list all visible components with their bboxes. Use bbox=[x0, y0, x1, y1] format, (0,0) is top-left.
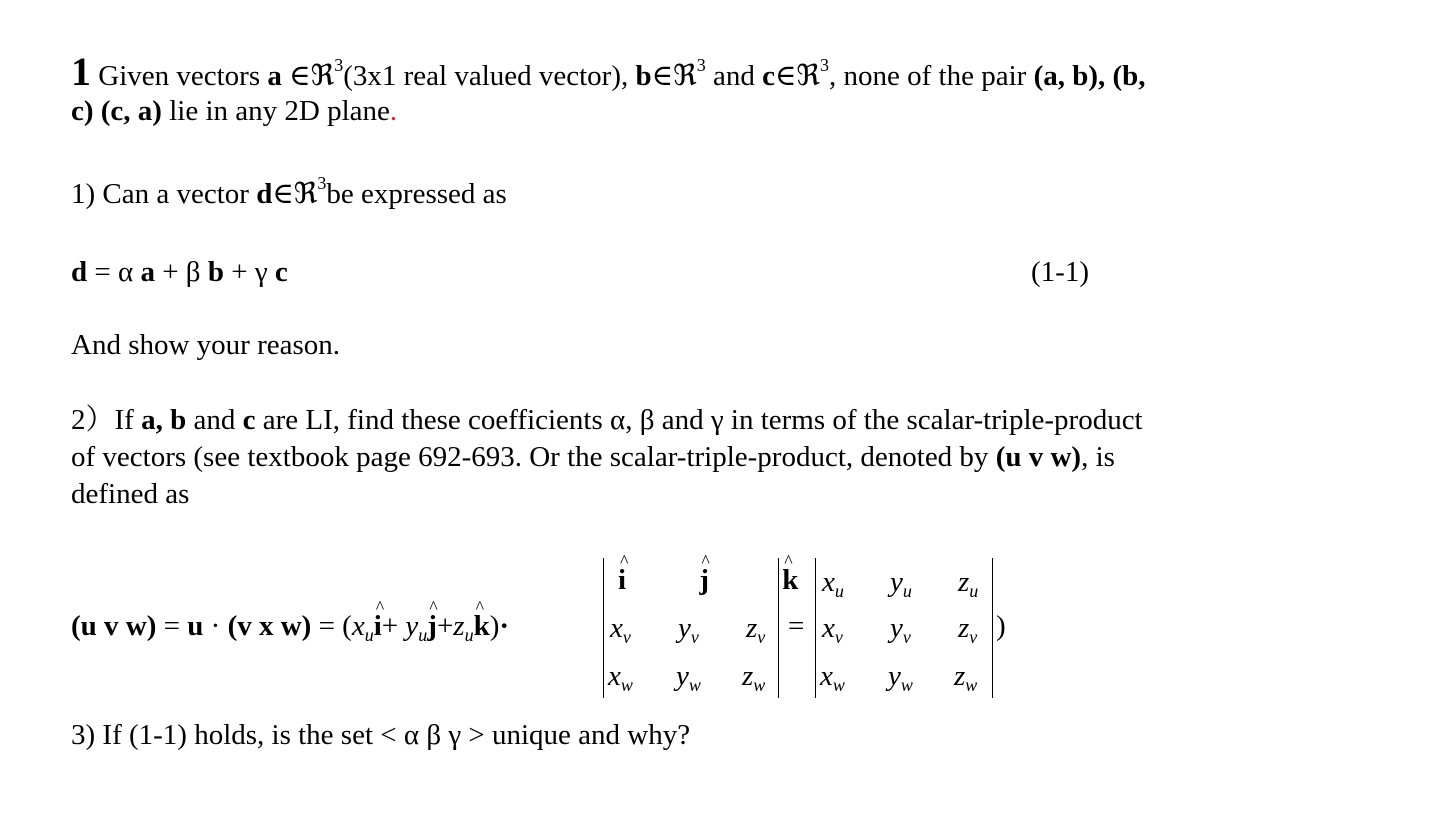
problem-1-line-1: 1 Given vectors a ∈ℜ$^3$(3x1 real valued vector), b∈ℜ$^3$ and c∈ℜ$^3$, none of the pair (a, b), (b, bbox=[71, 49, 1146, 94]
problem-1-line-2: c) (c, a) lie in any 2D plane. bbox=[71, 95, 398, 127]
equals-sign: = bbox=[788, 610, 805, 642]
det1-y-w: $y_w$ bbox=[676, 660, 701, 695]
closing-paren: ) bbox=[996, 610, 1006, 642]
det2-x-u: $x_u$ bbox=[822, 566, 844, 601]
part-2-line-3: defined as bbox=[71, 478, 190, 510]
det1-x-w: $x_w$ bbox=[608, 660, 633, 695]
det2-y-w: $y_w$ bbox=[888, 660, 913, 695]
part-3-question: 3) If (1-1) holds, is the set < α β γ > unique and why? bbox=[71, 719, 691, 751]
det2-x-v: $x_v$ bbox=[822, 612, 843, 647]
part-1-question: 1) Can a vector d∈ℜ$^3$be expressed as bbox=[71, 173, 507, 210]
equation-1-1: d = α a + β b + γ c bbox=[71, 256, 288, 288]
det2-y-v: $y_v$ bbox=[890, 612, 911, 647]
det1-x-v: $x_v$ bbox=[610, 612, 631, 647]
determinant-coordinates bbox=[815, 558, 993, 698]
det2-x-w: $x_w$ bbox=[820, 660, 845, 695]
det1-y-v: $y_v$ bbox=[678, 612, 699, 647]
det2-y-u: $y_u$ bbox=[890, 566, 912, 601]
part-2-line-2: of vectors (see textbook page 692-693. Or the scalar-triple-product, denoted by (u v w), is bbox=[71, 441, 1115, 473]
det2-z-v: $z_v$ bbox=[958, 612, 978, 647]
problem-number: 1 bbox=[71, 49, 91, 94]
det1-z-v: $z_v$ bbox=[746, 612, 766, 647]
determinant-unit-vectors bbox=[603, 558, 799, 698]
unit-vector-j: ^ j bbox=[699, 566, 709, 595]
det2-z-w: $z_w$ bbox=[954, 660, 978, 695]
show-reason-text: And show your reason. bbox=[71, 329, 341, 361]
det2-z-u: $z_u$ bbox=[958, 566, 979, 601]
unit-vector-i: ^ i bbox=[618, 566, 626, 595]
unit-vector-k: ^ k bbox=[782, 566, 798, 595]
part-2-line-1: 2）If a, b and c are LI, find these coefficients α, β and γ in terms of the scalar-triple-product bbox=[71, 404, 1143, 436]
equation-number: (1-1) bbox=[1031, 256, 1089, 288]
scalar-triple-product-formula: (u v w) = u · (v x $w) = (x_u\^{}$ $i+ y_u\^{}$ $j+z_u\^{}$ k)· bbox=[71, 612, 509, 641]
det1-z-w: $z_w$ bbox=[742, 660, 766, 695]
